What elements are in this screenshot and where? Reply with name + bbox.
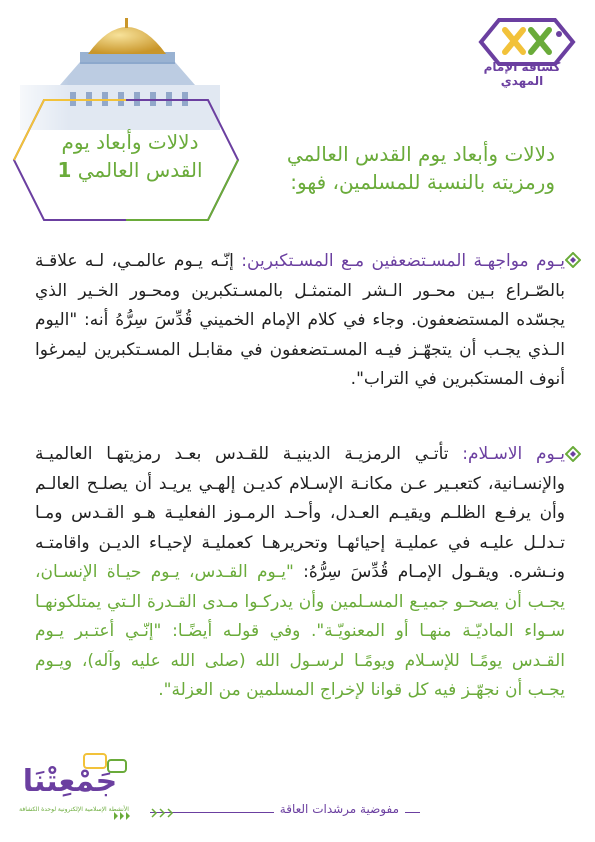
diamond-bullet-icon [565,446,581,462]
footer-chevrons-icon [150,808,180,818]
brand-name: جَمْعِتْنَا [22,764,118,799]
point-1-text: إنّـه يـوم عالمـي، لـه علاقـة بالصّـراع بـين محـور الـشر المتمثـل بالمسـتكبرين ومحـور الخـير الذي يجسّده المستضعفون. وجاء في كلام الإمام الخميني قُدِّسَ سِرُّهُ أنه: "اليوم الـذي يجـب أن يتجهّـز فيـه المسـتضعفون في مقابـل المسـتكبرين ليمرغوا أنوف المستكبرين في التراب". [35,251,565,389]
logo-name: كشافة الإمام المهدي [483,60,561,88]
section-title-line1: دلالات وأبعاد يوم [61,130,199,154]
intro-line2: ورمزيته بالنسبة للمسلمين، فهو: [290,170,555,194]
point-2-quote: "يـوم القـدس، يـوم حيـاة الإنسـان، يجـب أن يصحـو جميـع المسـلمين وأن يدركـوا مـدى القـدرة الـتي يمتلكونهـا سـواء الماديّـة منهـا أو المعنويّـة". وفي قولـه أيضًـا: "إنّـي أعتـبر يـوم القـدس يومًـا للإسـلام ويومًـا لرسـول الله (صلى الله عليه وآله)، ويـوم يجـب أن نجهّـز فيه كل قوانا لإخراج المسلمين من العزلة". [35,562,565,700]
point-1-lead: يـوم مواجهـة المسـتضعفين مـع المسـتكبرين: [241,251,566,271]
section-title-line2 [30,156,230,184]
point-1-paragraph [35,247,565,395]
footer-text: مفوضية مرشدات العاقة [274,802,405,816]
point-2-lead: يـوم الاسـلام: [462,444,565,464]
brand-subtitle: الأنشطة الإسلامية الإلكترونية لوحدة الكشافة [19,806,129,813]
section-title [30,128,230,184]
intro-line1: دلالات وأبعاد يوم القدس العالمي [286,142,555,166]
point-2-text: تأتـي الرمزيـة الدينيـة للقـدس بعـد رمزيتهـا العالميـة والإنسـانية، كتعبـير عـن مكانـة الإسـلام كديـن إلهـي يريـد أن يصلـح العالـم وأن يرفـع الظلـم ويقيـم العـدل، وأحـد الرمـوز الفعليـة هـو القـدس ومـا تـدلـل عليـه في عمليـة إحيائهـا وتحريرهـا كعمليـة لإحيـاء الديـن واقامتـه ونـشره. ويقـول الإمـام قُدِّسَ سِرُّهُ: [35,444,565,582]
section-number: 1 [57,158,72,182]
section-title-text: القدس العالمي [77,158,203,182]
diamond-bullet-icon [565,252,581,268]
point-2-paragraph [35,440,565,706]
intro-heading [235,140,555,196]
